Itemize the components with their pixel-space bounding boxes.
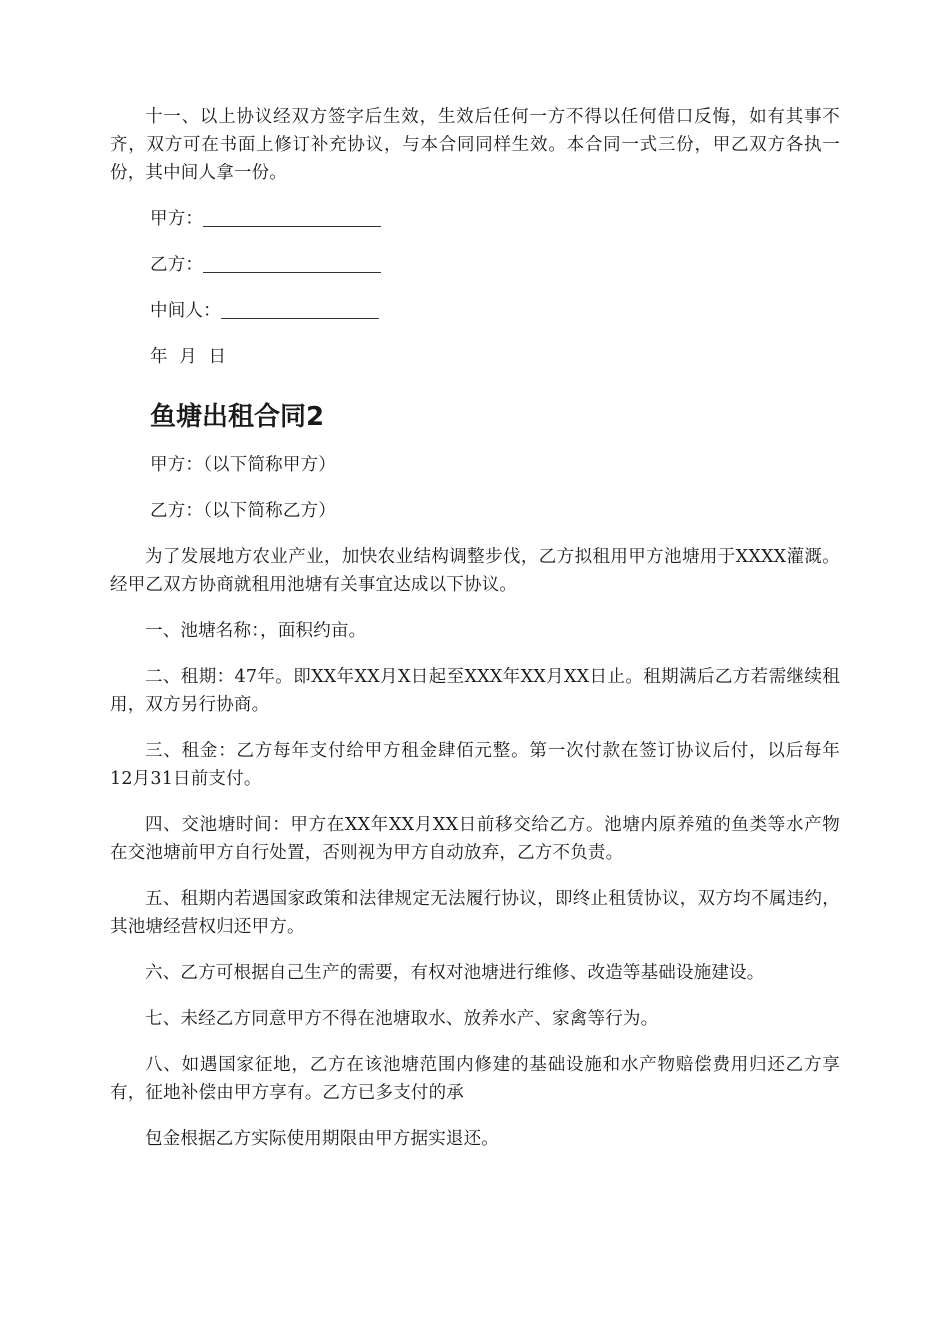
party-a-label: 甲方： — [150, 209, 204, 229]
party-b-blank — [203, 254, 381, 273]
clause-5: 五、租期内若遇国家政策和法律规定无法履行协议，即终止租赁协议，双方均不属违约，其池塘经营权归还甲方。 — [110, 889, 840, 937]
middleman-label: 中间人： — [150, 301, 221, 321]
middleman-signature-line — [110, 297, 840, 325]
clause-11: 十一、以上协议经双方签字后生效，生效后任何一方不得以任何借口反悔，如有其事不齐，双方可在书面上修订补充协议，与本合同同样生效。本合同一式三份，甲乙双方各执一份，其中间人拿一份。 — [110, 107, 840, 183]
contract-title: 鱼塘出租合同2 — [150, 402, 325, 432]
party-a-line: 甲方：（以下简称甲方） — [150, 455, 336, 475]
clause-2: 二、租期：47年。即XX年XX月X日起至XXX年XX月XX日止。租期满后乙方若需继续租用，双方另行协商。 — [110, 667, 840, 715]
document-body — [110, 103, 840, 1153]
middleman-blank — [221, 300, 379, 319]
clause-8: 八、如遇国家征地，乙方在该池塘范围内修建的基础设施和水产物赔偿费用归还乙方享有，征地补偿由甲方享有。乙方已多支付的承 — [110, 1055, 840, 1103]
intro-paragraph: 为了发展地方农业产业，加快农业结构调整步伐，乙方拟租用甲方池塘用于XXXX灌溉。经甲乙双方协商就租用池塘有关事宜达成以下协议。 — [110, 547, 840, 595]
party-b-line: 乙方：（以下简称乙方） — [150, 501, 336, 521]
clause-8-continued: 包金根据乙方实际使用期限由甲方据实退还。 — [145, 1129, 499, 1149]
clause-4: 四、交池塘时间：甲方在XX年XX月XX日前移交给乙方。池塘内原养殖的鱼类等水产物在交池塘前甲方自行处置，否则视为甲方自动放弃，乙方不负责。 — [110, 815, 840, 863]
party-a-blank — [203, 208, 381, 227]
party-b-signature-line — [110, 251, 840, 279]
date-line: 年 月 日 — [150, 347, 227, 367]
party-b-label: 乙方： — [150, 255, 204, 275]
clause-3: 三、租金：乙方每年支付给甲方租金肆佰元整。第一次付款在签订协议后付，以后每年12月31日前支付。 — [110, 741, 840, 789]
party-a-signature-line — [110, 205, 840, 233]
clause-7: 七、未经乙方同意甲方不得在池塘取水、放养水产、家禽等行为。 — [145, 1009, 659, 1029]
clause-6: 六、乙方可根据自己生产的需要，有权对池塘进行维修、改造等基础设施建设。 — [145, 963, 765, 983]
clause-1: 一、池塘名称：，面积约亩。 — [145, 621, 367, 641]
